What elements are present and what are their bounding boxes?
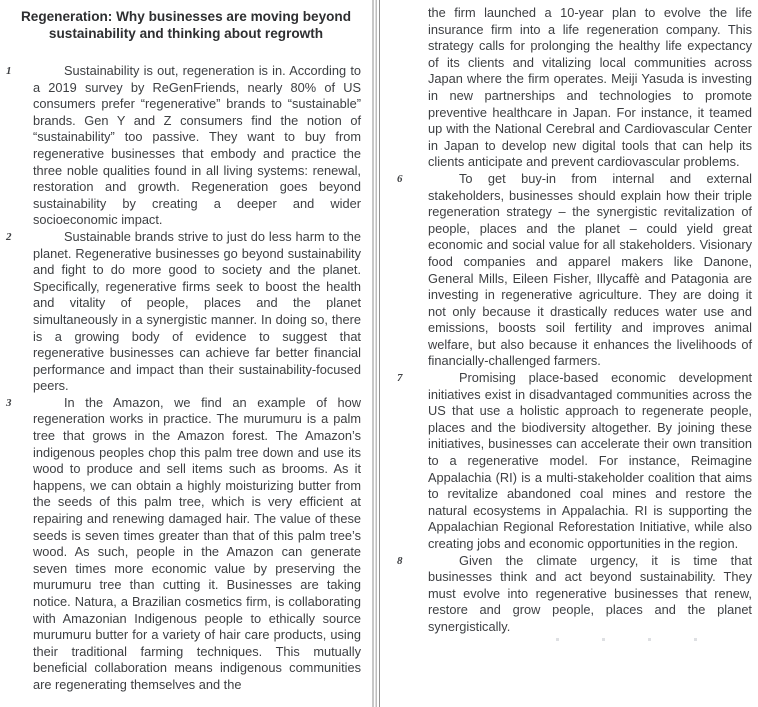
paragraph-2 xyxy=(0,229,372,395)
paragraph-3 xyxy=(0,395,372,694)
paragraph-text: To get buy-in from internal and external stakeholders, businesses should explain how their triple regeneration strategy – the synergistic revitalization of people, places and the planet – could yield great economic and social value for all stakeholders. Visionary food companies and apparel makers like Danone, General Mills, Eileen Fisher, Illycaffè and Patagonia are investing in regenerative agriculture. They are doing it not only because it drastically reduces water use and emissions, boosts soil fertility and improves animal welfare, but also because it enhances the livelihoods of financially-challenged farmers. xyxy=(428,170,752,369)
paragraph-text: Sustainability is out, regeneration is in. According to a 2019 survey by ReGenFriends, nearly 80% of US consumers prefer “regenerative” brands to “sustainable” brands. Gen Y and Z consumers find the notion of “sustainability” too passive. They want to buy from regenerative businesses that embody and practice the three noble qualities found in all living systems: renewal, restoration and growth. Regeneration goes beyond sustainability by creating a deeper and wider socioeconomic impact. xyxy=(33,63,361,228)
paragraph-text: the firm launched a 10-year plan to evolve the life insurance firm into a life regeneration company. This strategy calls for prolonging the healthy life expectancy of its clients and vitalizing local communities across Japan where the firm operates. Meiji Yasuda is investing in new partnerships and technologies to promote preventive healthcare in Japan. For instance, it teamed up with the National Cerebral and Cardiovascular Center in Japan to develop new digital tools that can help its clients anticipate and prevent cardiovascular problems. xyxy=(428,5,752,170)
paragraph-number: 3 xyxy=(6,396,12,409)
paragraph-number: 7 xyxy=(397,372,403,385)
paragraph-number: 6 xyxy=(397,172,403,185)
paragraph-text: Sustainable brands strive to just do less harm to the planet. Regenerative businesses go beyond sustainability and fight to do more good to society and the planet. Specifically, regenerative firms seek to boost the health and vitality of people, places and the planet simultaneously in a synergistic manner. In doing so, there is a growing body of evidence to suggest that regenerative businesses can achieve far better financial performance and impact than their sustainability-focused peers. xyxy=(33,228,361,394)
paragraph-5-continuation xyxy=(381,5,758,171)
paragraph-6 xyxy=(381,171,758,370)
clipped-next-line-fragment xyxy=(556,638,738,641)
paragraph-text: Promising place-based economic development initiatives exist in disadvantaged communities across the US that use a holistic approach to regenerate people, places and the biodiversity altogether. By joining these initiatives, businesses can accelerate their own transition to a regenerative model. For instance, Reimagine Appalachia (RI) is a multi-stakeholder coalition that aims to revitalize abandoned coal mines and restore the natural ecosystems in Appalachia. RI is supporting the Appalachian Regional Reforestation Initiative, while also creating jobs and economic opportunities in the region. xyxy=(428,370,752,551)
paragraph-7 xyxy=(381,370,758,553)
paragraph-number: 8 xyxy=(397,554,403,567)
page-title: Regeneration: Why businesses are moving beyond sustainability and thinking about regrowth xyxy=(20,9,352,41)
right-column xyxy=(381,0,758,707)
column-divider xyxy=(372,0,381,707)
paragraph-text: In the Amazon, we find an example of how regeneration works in practice. The murumuru is a palm tree that grows in the Amazon forest. The Amazon’s indigenous peoples chop this palm tree down and use its wood to produce and sell items such as brooms. As it happens, we can obtain a highly moisturizing butter from the seeds of this palm tree, which is very efficient at repairing and renewing damaged hair. The value of these seeds is seven times greater than that of this palm tree’s wood. As such, people in the Amazon can generate seven times more economic value by preserving the murumuru tree than cutting it. Businesses are taking notice. Natura, a Brazilian cosmetics firm, is collaborating with Amazonian Indigenous people to ethically source murumuru butter for a variety of hair care products, using their traditional farming techniques. This mutually beneficial collaboration means indigenous communities are regenerating themselves and the xyxy=(33,394,361,692)
paragraph-8 xyxy=(381,553,758,636)
paragraph-1 xyxy=(0,63,372,229)
paragraph-number: 2 xyxy=(6,230,12,243)
paragraph-text: Given the climate urgency, it is time that businesses think and act beyond sustainability. They must evolve into regenerative businesses that renew, restore and grow people, places and the planet synergistically. xyxy=(428,552,752,634)
left-column xyxy=(0,0,372,707)
paragraph-number: 1 xyxy=(6,65,12,77)
